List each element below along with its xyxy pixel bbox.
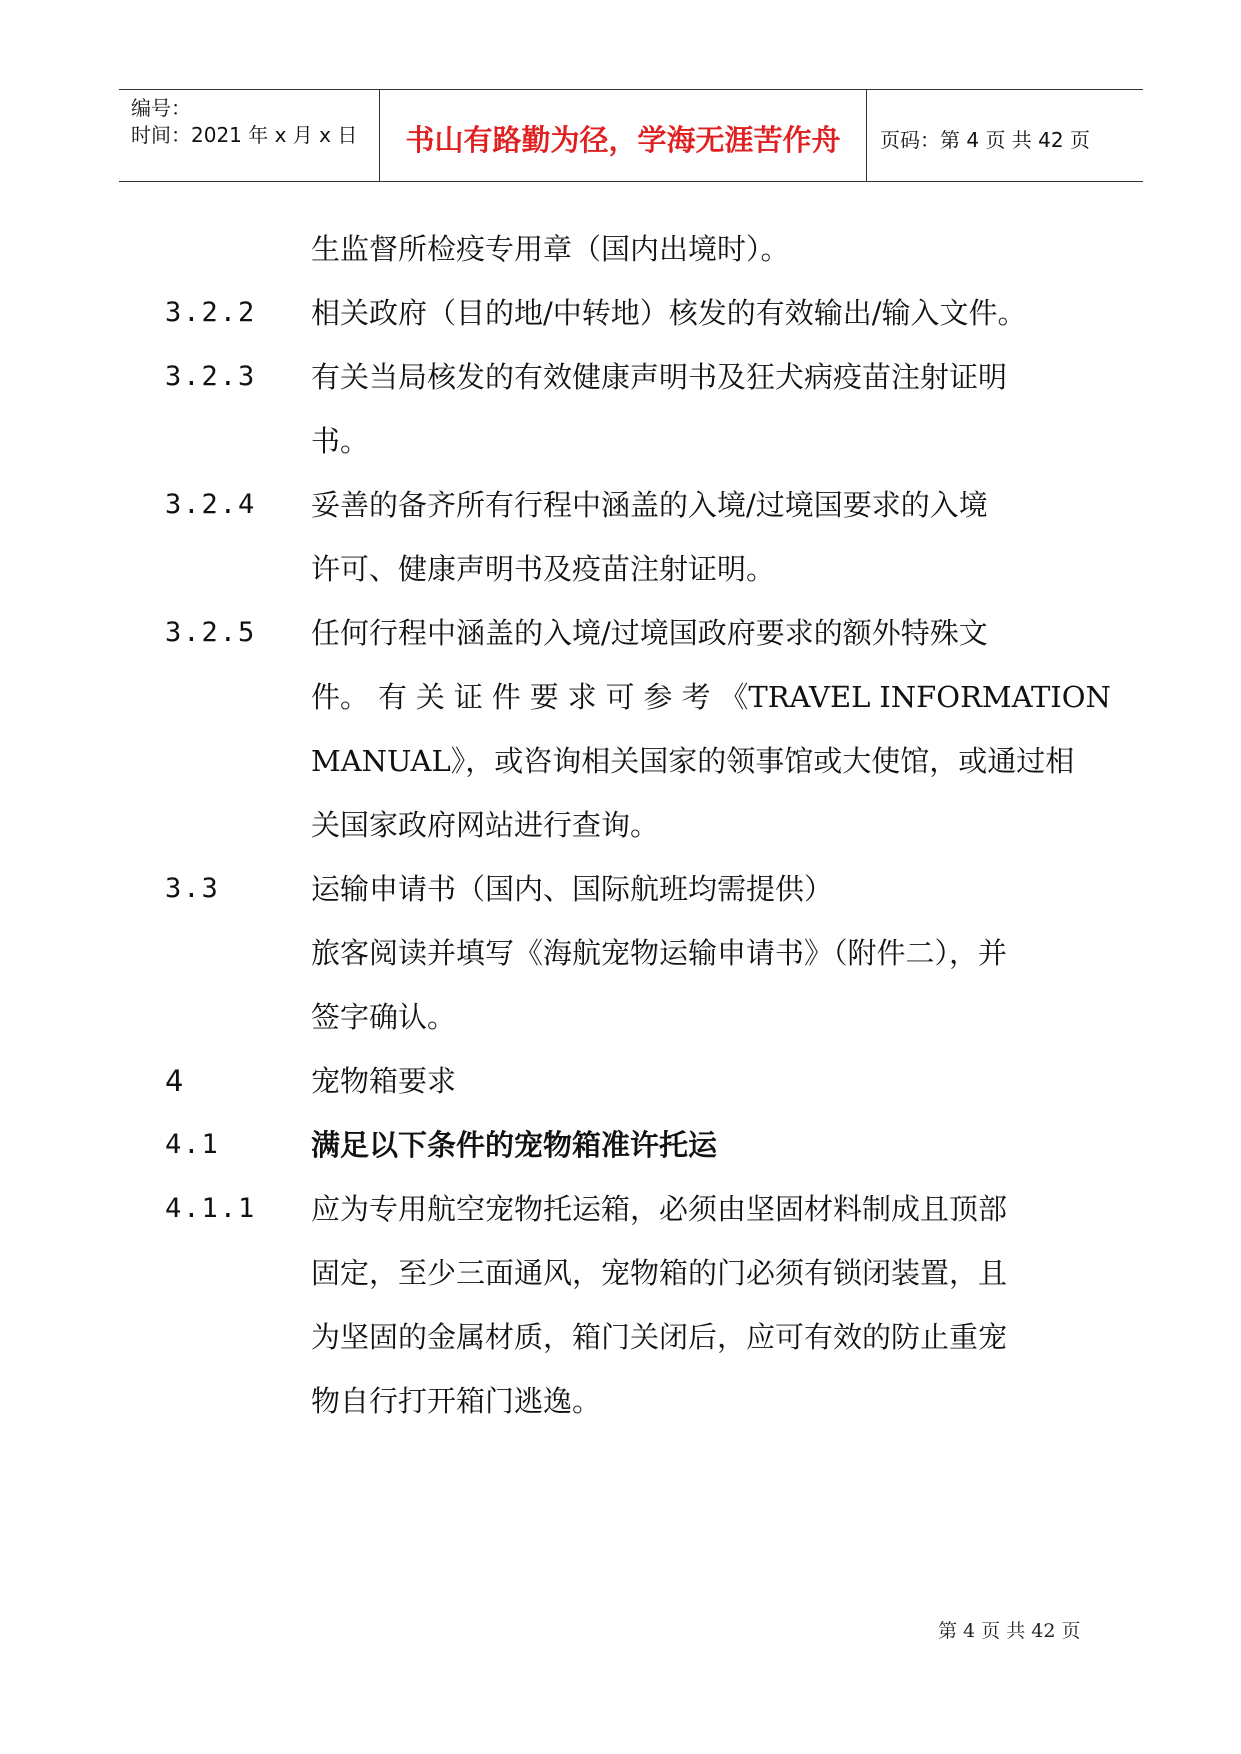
- text-fragment: 考: [681, 680, 711, 714]
- text-fragment: 件。: [311, 680, 370, 714]
- text-line-justified: [311, 677, 1111, 717]
- text-line: 关国家政府网站进行查询。: [311, 808, 660, 842]
- text-line: 运输申请书（国内、国际航班均需提供）: [311, 872, 834, 906]
- section-number: 4.1.1: [165, 1193, 257, 1224]
- section-number: 3.2.3: [165, 361, 257, 392]
- text-fragment: 有: [377, 680, 407, 714]
- section-number: 3.2.4: [165, 489, 257, 520]
- text-line: 相关政府（目的地/中转地）核发的有效输出/输入文件。: [311, 296, 1027, 330]
- section-number: 4: [165, 1064, 184, 1098]
- text-fragment: 《TRAVEL: [719, 680, 871, 714]
- subsection-heading: 满足以下条件的宠物箱准许托运: [311, 1128, 718, 1162]
- document-time-label: 时间：2021 年 x 月 x 日: [131, 123, 358, 147]
- text-fragment: 关: [415, 680, 445, 714]
- text-fragment: 件: [491, 680, 521, 714]
- text-line: 许可、健康声明书及疫苗注射证明。: [311, 552, 776, 586]
- text-line: 旅客阅读并填写《海航宠物运输申请书》（附件二），并: [311, 936, 1008, 970]
- section-heading: 宠物箱要求: [311, 1064, 457, 1098]
- text-line: 固定，至少三面通风，宠物箱的门必须有锁闭装置，且: [311, 1256, 1008, 1290]
- section-number: 3.2.2: [165, 297, 257, 328]
- document-number-label: 编号：: [131, 96, 191, 120]
- text-line: 有关当局核发的有效健康声明书及狂犬病疫苗注射证明: [311, 360, 1008, 394]
- text-line: 妥善的备齐所有行程中涵盖的入境/过境国要求的入境: [311, 488, 988, 522]
- text-line: 应为专用航空宠物托运箱，必须由坚固材料制成且顶部: [311, 1192, 1008, 1226]
- header-motto: 书山有路勤为径，学海无涯苦作舟: [380, 90, 867, 181]
- section-number: 3.3: [165, 873, 220, 904]
- text-line: 任何行程中涵盖的入境/过境国政府要求的额外特殊文: [311, 616, 988, 650]
- text-line: 书。: [311, 424, 370, 458]
- header-info-cell: [119, 90, 380, 181]
- section-number: 3.2.5: [165, 617, 257, 648]
- page-header: [119, 89, 1143, 182]
- header-page-code: 页码：第 4 页 共 42 页: [880, 128, 1090, 152]
- text-fragment: 参: [643, 680, 673, 714]
- page-footer: 第 4 页 共 42 页: [938, 1620, 1081, 1642]
- text-line: 物自行打开箱门逃逸。: [311, 1384, 602, 1418]
- text-fragment: 要: [529, 680, 559, 714]
- section-number: 4.1: [165, 1129, 220, 1160]
- text-fragment: INFORMATION: [879, 680, 1111, 714]
- text-fragment: 证: [453, 680, 483, 714]
- text-line: 为坚固的金属材质，箱门关闭后，应可有效的防止重宠: [311, 1320, 1008, 1354]
- text-line: MANUAL》，或咨询相关国家的领事馆或大使馆，或通过相: [311, 744, 1075, 778]
- text-line: 生监督所检疫专用章（国内出境时）。: [311, 232, 790, 266]
- text-fragment: 可: [605, 680, 635, 714]
- text-fragment: 求: [567, 680, 597, 714]
- text-line: 签字确认。: [311, 1000, 457, 1034]
